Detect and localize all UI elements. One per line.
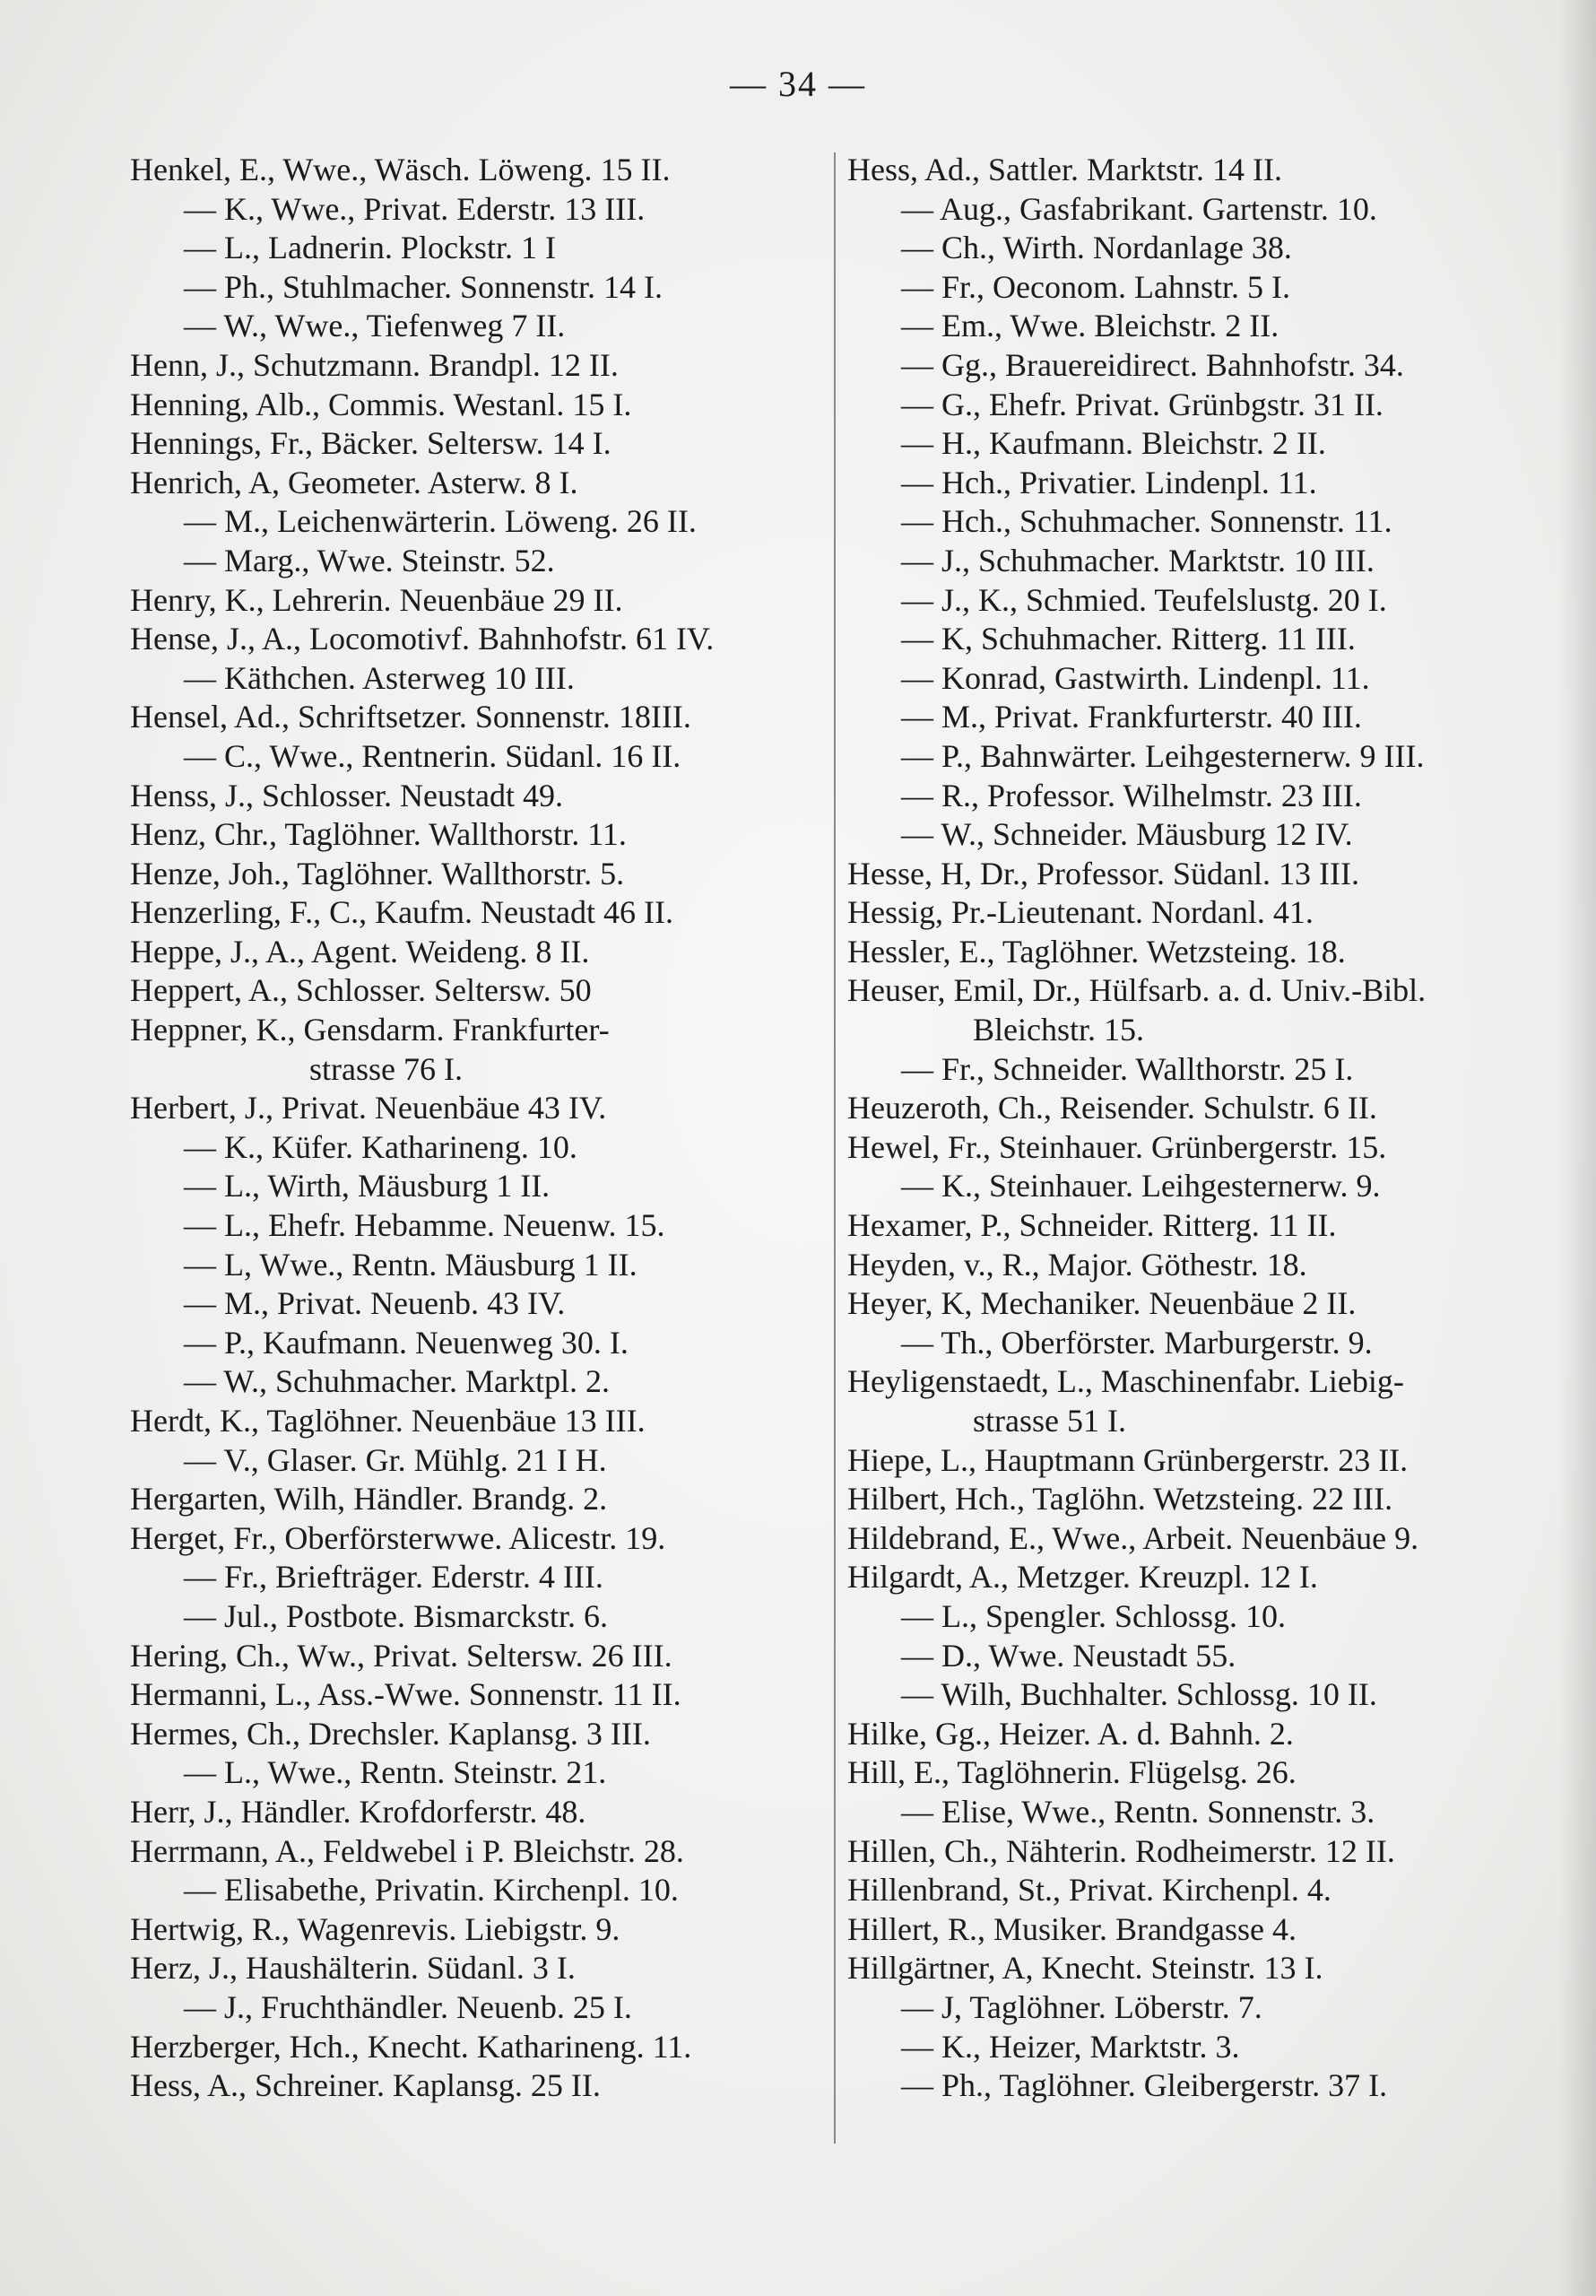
directory-entry: Herzberger, Hch., Knecht. Katharineng. 11. [130, 2028, 692, 2065]
directory-entry: — D., Wwe. Neustadt 55. [901, 1637, 1236, 1674]
directory-entry: Heuzeroth, Ch., Reisender. Schulstr. 6 II. [847, 1090, 1377, 1126]
directory-entry: Hilgardt, A., Metzger. Kreuzpl. 12 I. [847, 1559, 1318, 1596]
directory-entry: — L., Spengler. Schlossg. 10. [901, 1597, 1286, 1634]
directory-entry: Herz, J., Haushälterin. Südanl. 3 I. [130, 1950, 576, 1987]
directory-entry: — M., Privat. Neuenb. 43 IV. [184, 1285, 566, 1322]
page-edge-shadow [1558, 0, 1596, 2296]
directory-entry: — C., Wwe., Rentnerin. Südanl. 16 II. [184, 737, 681, 774]
directory-entry: — L, Wwe., Rentn. Mäusburg 1 II. [184, 1246, 638, 1283]
directory-entry: Heppe, J., A., Agent. Weideng. 8 II. [130, 933, 590, 970]
directory-entry: Hertwig, R., Wagenrevis. Liebigstr. 9. [130, 1910, 620, 1947]
directory-entry: Hildebrand, E., Wwe., Arbeit. Neuenbäue 9. [847, 1519, 1419, 1556]
directory-entry: Hill, E., Taglöhnerin. Flügelsg. 26. [847, 1754, 1297, 1791]
directory-entry: — J., K., Schmied. Teufelslustg. 20 I. [901, 581, 1387, 618]
directory-entry: Heppner, K., Gensdarm. Frankfurter- [130, 1012, 610, 1048]
directory-entry: — W., Schneider. Mäusburg 12 IV. [901, 816, 1353, 853]
directory-entry: — M., Privat. Frankfurterstr. 40 III. [901, 699, 1362, 735]
directory-entry: — Ph., Stuhlmacher. Sonnenstr. 14 I. [184, 268, 663, 305]
directory-entry: — Aug., Gasfabrikant. Gartenstr. 10. [901, 190, 1377, 227]
directory-entry: Heyer, K, Mechaniker. Neuenbäue 2 II. [847, 1285, 1357, 1322]
directory-entry: Heyligenstaedt, L., Maschinenfabr. Liebig- [847, 1363, 1404, 1400]
directory-entry: Henn, J., Schutzmann. Brandpl. 12 II. [130, 346, 619, 383]
directory-entry: Henkel, E., Wwe., Wäsch. Löweng. 15 II. [130, 152, 671, 187]
directory-entry: Hermanni, L., Ass.-Wwe. Sonnenstr. 11 II. [130, 1676, 681, 1713]
directory-entry: Henry, K., Lehrerin. Neuenbäue 29 II. [130, 581, 623, 618]
directory-entry: — H., Kaufmann. Bleichstr. 2 II. [901, 425, 1326, 462]
directory-entry: Henss, J., Schlosser. Neustadt 49. [130, 777, 563, 813]
directory-entry: Herrmann, A., Feldwebel i P. Bleichstr. 28. [130, 1832, 684, 1869]
directory-entry: Hess, Ad., Sattler. Marktstr. 14 II. [847, 152, 1282, 187]
directory-entry: — K., Wwe., Privat. Ederstr. 13 III. [184, 190, 646, 227]
directory-entry: Henzerling, F., C., Kaufm. Neustadt 46 II. [130, 894, 673, 931]
directory-entry: Hermes, Ch., Drechsler. Kaplansg. 3 III. [130, 1715, 651, 1752]
directory-entry: — V., Glaser. Gr. Mühlg. 21 I H. [184, 1441, 607, 1478]
directory-entry: — Jul., Postbote. Bismarckstr. 6. [184, 1597, 609, 1634]
directory-entry: — K., Steinhauer. Leihgesternerw. 9. [901, 1168, 1381, 1205]
directory-entry: — K, Schuhmacher. Ritterg. 11 III. [901, 621, 1356, 657]
directory-entry: Bleichstr. 15. [973, 1012, 1144, 1048]
directory-entry: — Wilh, Buchhalter. Schlossg. 10 II. [901, 1676, 1377, 1713]
directory-entry: Hillenbrand, St., Privat. Kirchenpl. 4. [847, 1872, 1331, 1909]
directory-entry: — Konrad, Gastwirth. Lindenpl. 11. [901, 659, 1370, 696]
directory-entry: — Fr., Schneider. Wallthorstr. 25 I. [901, 1050, 1354, 1087]
directory-entry: — L., Wirth, Mäusburg 1 II. [184, 1168, 551, 1205]
directory-entry: — Em., Wwe. Bleichstr. 2 II. [901, 308, 1279, 344]
directory-entry: — Fr., Briefträger. Ederstr. 4 III. [184, 1559, 603, 1596]
directory-entry: Hiepe, L., Hauptmann Grünbergerstr. 23 II. [847, 1441, 1409, 1478]
directory-entry: — Hch., Schuhmacher. Sonnenstr. 11. [901, 503, 1392, 540]
directory-entry: — Gg., Brauereidirect. Bahnhofstr. 34. [901, 346, 1404, 383]
directory-entry: Hessler, E., Taglöhner. Wetzsteing. 18. [847, 933, 1346, 970]
directory-entry: strasse 51 I. [973, 1403, 1126, 1439]
directory-entry: Heyden, v., R., Major. Göthestr. 18. [847, 1246, 1307, 1283]
directory-entry: — J, Taglöhner. Löberstr. 7. [901, 1988, 1262, 2025]
directory-entry: — Käthchen. Asterweg 10 III. [184, 659, 575, 696]
directory-entry: Hillen, Ch., Nähterin. Rodheimerstr. 12 II. [847, 1832, 1395, 1869]
directory-entry: — Elise, Wwe., Rentn. Sonnenstr. 3. [901, 1793, 1375, 1830]
directory-entry: Henz, Chr., Taglöhner. Wallthorstr. 11. [130, 816, 627, 853]
directory-entry: Hilke, Gg., Heizer. A. d. Bahnh. 2. [847, 1715, 1294, 1752]
directory-entry: — Elisabethe, Privatin. Kirchenpl. 10. [184, 1872, 679, 1909]
directory-entry: Hillgärtner, A, Knecht. Steinstr. 13 I. [847, 1950, 1323, 1987]
directory-entry: — Fr., Oeconom. Lahnstr. 5 I. [901, 268, 1290, 305]
directory-entry: — Hch., Privatier. Lindenpl. 11. [901, 464, 1317, 500]
directory-entry: — W., Wwe., Tiefenweg 7 II. [184, 308, 566, 344]
directory-entry: Henning, Alb., Commis. Westanl. 15 I. [130, 386, 632, 422]
directory-entry: — K., Heizer, Marktstr. 3. [901, 2028, 1240, 2065]
directory-entry: Herbert, J., Privat. Neuenbäue 43 IV. [130, 1090, 607, 1126]
directory-entry: — M., Leichenwärterin. Löweng. 26 II. [184, 503, 697, 540]
directory-entry: Herget, Fr., Oberförsterwwe. Alicestr. 19. [130, 1519, 666, 1556]
directory-entry: Hess, A., Schreiner. Kaplansg. 25 II. [130, 2067, 601, 2104]
directory-entry: Hergarten, Wilh, Händler. Brandg. 2. [130, 1481, 608, 1518]
directory-entry: — R., Professor. Wilhelmstr. 23 III. [901, 777, 1362, 813]
directory-entry: Hense, J., A., Locomotivf. Bahnhofstr. 61 IV. [130, 621, 715, 657]
directory-entry: — Ch., Wirth. Nordanlage 38. [901, 230, 1292, 266]
directory-entry: — P., Kaufmann. Neuenweg 30. I. [184, 1324, 629, 1361]
column-divider [834, 152, 836, 2144]
directory-entry: Hewel, Fr., Steinhauer. Grünbergerstr. 15. [847, 1128, 1387, 1165]
directory-entry: Hessig, Pr.-Lieutenant. Nordanl. 41. [847, 894, 1314, 931]
page-number: — 34 — [730, 64, 866, 104]
directory-entry: Herdt, K., Taglöhner. Neuenbäue 13 III. [130, 1403, 646, 1439]
directory-entry: — Marg., Wwe. Steinstr. 52. [184, 542, 555, 578]
directory-entry: Henrich, A, Geometer. Asterw. 8 I. [130, 464, 578, 500]
left-column [130, 151, 820, 2106]
directory-entry: — J., Fruchthändler. Neuenb. 25 I. [184, 1988, 632, 2025]
directory-entry: Herr, J., Händler. Krofdorferstr. 48. [130, 1793, 586, 1830]
directory-entry: Hennings, Fr., Bäcker. Seltersw. 14 I. [130, 425, 612, 462]
directory-entry: — W., Schuhmacher. Marktpl. 2. [184, 1363, 610, 1400]
directory-entry: — J., Schuhmacher. Marktstr. 10 III. [901, 542, 1375, 578]
directory-entry: Hilbert, Hch., Taglöhn. Wetzsteing. 22 III. [847, 1481, 1393, 1518]
directory-entry: Heuser, Emil, Dr., Hülfsarb. a. d. Univ.-Bibl. [847, 972, 1427, 1009]
directory-entry: Hensel, Ad., Schriftsetzer. Sonnenstr. 18III. [130, 699, 691, 735]
directory-entry: — P., Bahnwärter. Leihgesternerw. 9 III. [901, 737, 1425, 774]
directory-entry: Hesse, H, Dr., Professor. Südanl. 13 III. [847, 855, 1359, 891]
directory-entry: — Ph., Taglöhner. Gleibergerstr. 37 I. [901, 2067, 1388, 2104]
directory-entry: — L., Ehefr. Hebamme. Neuenw. 15. [184, 1207, 665, 1244]
directory-entry: — Th., Oberförster. Marburgerstr. 9. [901, 1324, 1373, 1361]
directory-entry: strasse 76 I. [309, 1050, 463, 1087]
directory-entry: Heppert, A., Schlosser. Seltersw. 50 [130, 972, 592, 1009]
directory-entry: — L., Wwe., Rentn. Steinstr. 21. [184, 1754, 607, 1791]
directory-entry: Henze, Joh., Taglöhner. Wallthorstr. 5. [130, 855, 625, 891]
directory-entry: Hexamer, P., Schneider. Ritterg. 11 II. [847, 1207, 1337, 1244]
directory-entry: Hering, Ch., Ww., Privat. Seltersw. 26 III. [130, 1637, 672, 1674]
directory-entry: — K., Küfer. Katharineng. 10. [184, 1128, 577, 1165]
right-column [847, 151, 1538, 2106]
directory-entry: — L., Ladnerin. Plockstr. 1 I [184, 230, 556, 266]
directory-entry: — G., Ehefr. Privat. Grünbgstr. 31 II. [901, 386, 1383, 422]
directory-entry: Hillert, R., Musiker. Brandgasse 4. [847, 1910, 1297, 1947]
